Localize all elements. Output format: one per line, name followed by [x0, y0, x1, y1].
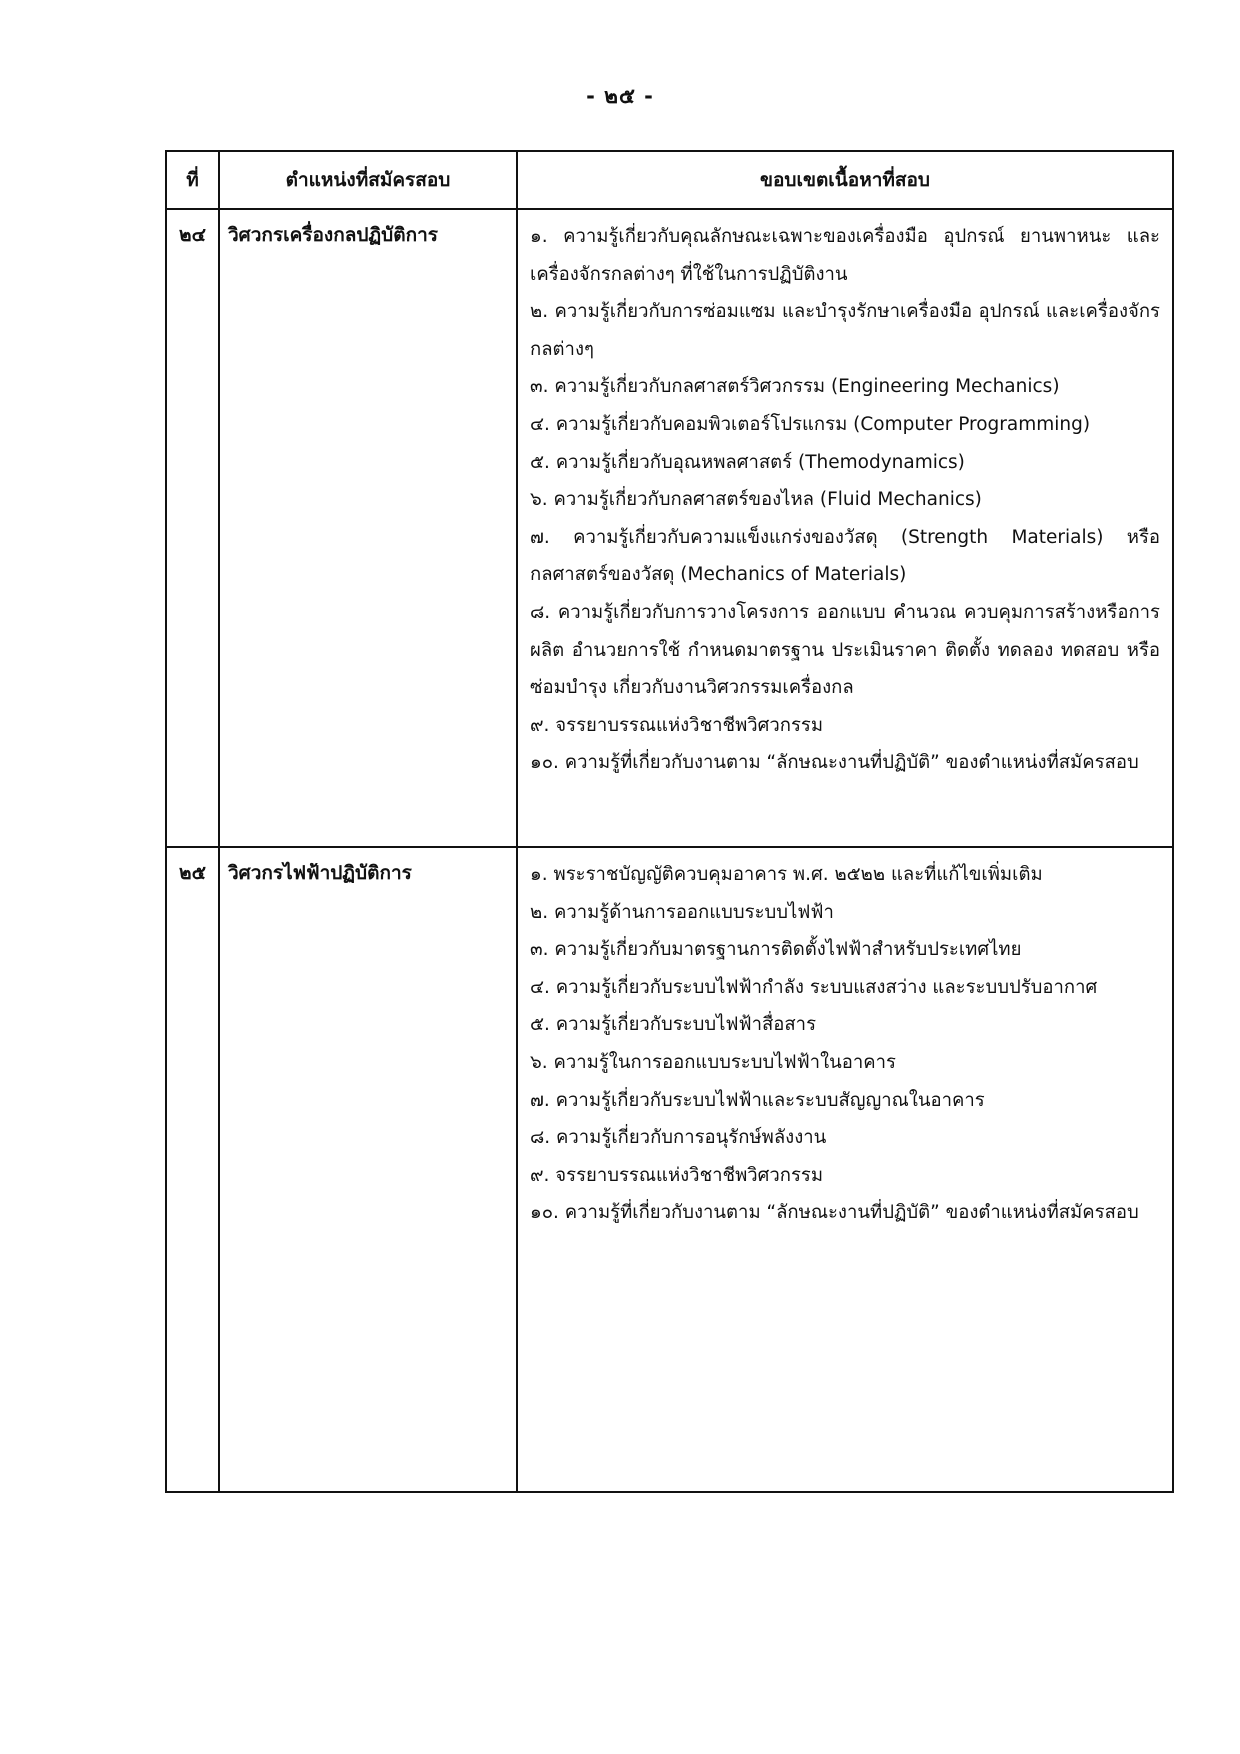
scope-item: ๘. ความรู้เกี่ยวกับการวางโครงการ ออกแบบ คำนวณ ควบคุมการสร้างหรือการผลิต อำนวยการใช้ กำหนดมาตรฐาน ประเมินราคา ติดตั้ง ทดลอง ทดสอบ หรือซ่อมบำรุง เกี่ยวกับงานวิศวกรรมเครื่องกล [530, 601, 1160, 699]
scope-item: ๓. ความรู้เกี่ยวกับมาตรฐานการติดตั้งไฟฟ้าสำหรับประเทศไทย [530, 939, 1022, 961]
scope-item: ๑. พระราชบัญญัติควบคุมอาคาร พ.ศ. ๒๕๒๒ และที่แก้ไขเพิ่มเติม [530, 864, 1043, 885]
scope-item: ๑๐. ความรู้ที่เกี่ยวกับงานตาม “ลักษณะงานที่ปฏิบัติ” ของตำแหน่งที่สมัครสอบ [530, 752, 1139, 774]
scope-item: ๘. ความรู้เกี่ยวกับการอนุรักษ์พลังงาน [530, 1127, 827, 1149]
scope-item: ๖. ความรู้ในการออกแบบระบบไฟฟ้าในอาคาร [530, 1051, 896, 1073]
header-scope: ขอบเขตเนื้อหาที่สอบ [517, 151, 1173, 209]
scope-item: ๒. ความรู้ด้านการออกแบบระบบไฟฟ้า [530, 901, 834, 923]
scope-item: ๙. จรรยาบรรณแห่งวิชาชีพวิศวกรรม [530, 1164, 824, 1186]
scope-item: ๑. ความรู้เกี่ยวกับคุณลักษณะเฉพาะของเครื่องมือ อุปกรณ์ ยานพาหนะ และเครื่องจักรกลต่างๆ ที่ใช้ในการปฏิบัติงาน [530, 226, 1160, 285]
header-no: ที่ [166, 151, 219, 209]
position-title: วิศวกรไฟฟ้าปฏิบัติการ [219, 847, 517, 1492]
scope-item: ๓. ความรู้เกี่ยวกับกลศาสตร์วิศวกรรม (Engineering Mechanics) [530, 376, 1060, 398]
table-row [166, 847, 1173, 1492]
exam-scope-table [165, 150, 1174, 1493]
row-number: ๒๔ [166, 209, 219, 847]
scope-item: ๗. ความรู้เกี่ยวกับความแข็งแกร่งของวัสดุ (Strength Materials) หรือกลศาสตร์ของวัสดุ (Mechanics of Materials) [530, 526, 1160, 586]
scope-item: ๕. ความรู้เกี่ยวกับอุณหพลศาสตร์ (Themodynamics) [530, 451, 965, 473]
scope-item: ๔. ความรู้เกี่ยวกับคอมพิวเตอร์โปรแกรม (Computer Programming) [530, 413, 1091, 435]
scope-list [517, 209, 1173, 847]
scope-item: ๑๐. ความรู้ที่เกี่ยวกับงานตาม “ลักษณะงานที่ปฏิบัติ” ของตำแหน่งที่สมัครสอบ [530, 1202, 1139, 1224]
scope-item: ๗. ความรู้เกี่ยวกับระบบไฟฟ้าและระบบสัญญาณในอาคาร [530, 1089, 985, 1111]
scope-item: ๕. ความรู้เกี่ยวกับระบบไฟฟ้าสื่อสาร [530, 1014, 817, 1036]
scope-item: ๒. ความรู้เกี่ยวกับการซ่อมแซม และบำรุงรักษาเครื่องมือ อุปกรณ์ และเครื่องจักรกลต่างๆ [530, 301, 1160, 360]
position-title: วิศวกรเครื่องกลปฏิบัติการ [219, 209, 517, 847]
scope-item: ๔. ความรู้เกี่ยวกับระบบไฟฟ้ากำลัง ระบบแสงสว่าง และระบบปรับอากาศ [530, 976, 1098, 998]
table-row [166, 209, 1173, 847]
scope-item: ๙. จรรยาบรรณแห่งวิชาชีพวิศวกรรม [530, 714, 824, 736]
page-number: - ๒๕ - [586, 84, 654, 108]
row-number: ๒๕ [166, 847, 219, 1492]
header-position: ตำแหน่งที่สมัครสอบ [219, 151, 517, 209]
table-header-row [166, 151, 1173, 209]
scope-list [517, 847, 1173, 1492]
scope-item: ๖. ความรู้เกี่ยวกับกลศาสตร์ของไหล (Fluid Mechanics) [530, 489, 982, 511]
